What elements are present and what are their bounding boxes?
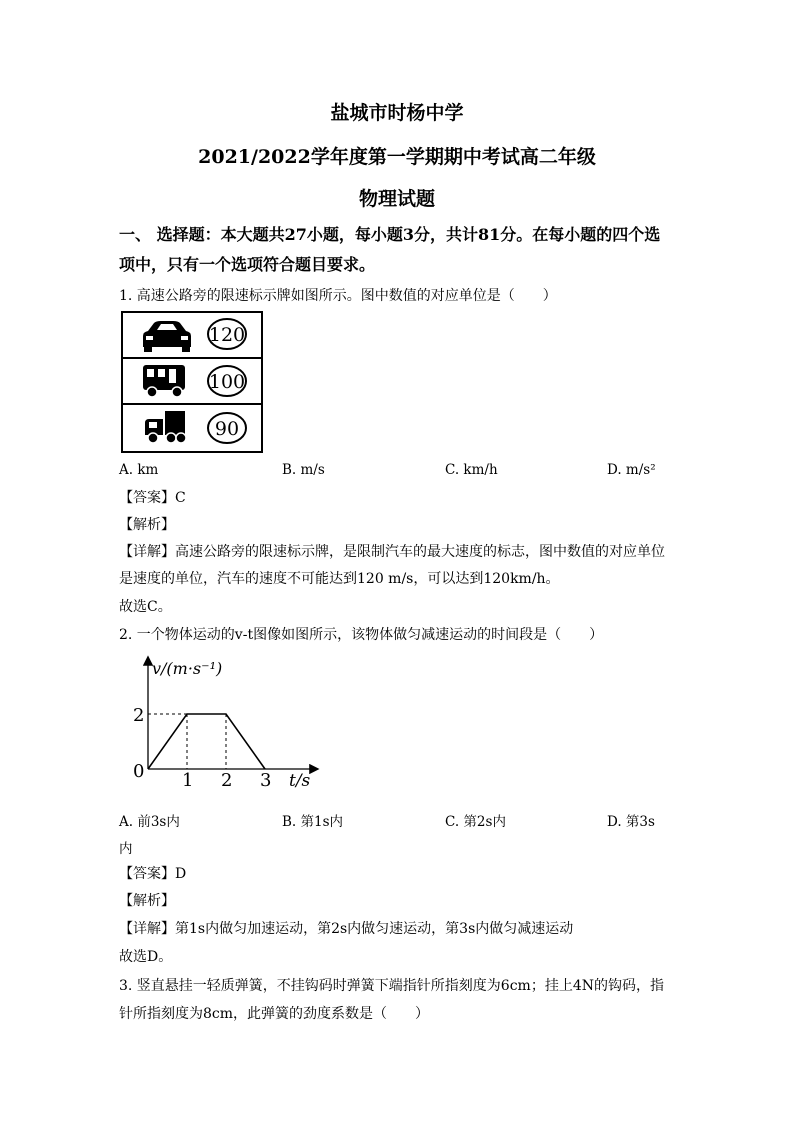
limit-100 bbox=[208, 366, 246, 396]
q3-stem-line1: 3. 竖直悬挂一轻质弹簧，不挂钩码时弹簧下端指针所指刻度为6cm；挂上4N的钩码，指 bbox=[119, 978, 664, 994]
q1-answer: 【答案】C bbox=[119, 490, 186, 506]
x-tick-label: 1 bbox=[182, 770, 194, 791]
q2-option-c: C. 第2s内 bbox=[445, 814, 506, 830]
svg-text:90: 90 bbox=[214, 418, 240, 440]
school-name: 盐城市时杨中学 bbox=[330, 102, 464, 124]
q2-conclusion: 故选D。 bbox=[119, 949, 173, 965]
x-tick-label: 2 bbox=[221, 770, 233, 791]
q1-detail-line1: 【详解】高速公路旁的限速标示牌，是限制汽车的最大速度的标志，图中数值的对应单位 bbox=[119, 544, 665, 560]
series-line bbox=[148, 714, 265, 769]
q2-option-b: B. 第1s内 bbox=[282, 814, 344, 830]
svg-text:100: 100 bbox=[208, 371, 246, 393]
q2-stem: 2. 一个物体运动的v-t图像如图所示，该物体做匀减速运动的时间段是（ ） bbox=[119, 627, 604, 643]
x-tick-label: 3 bbox=[260, 770, 272, 791]
q1-analysis-label: 【解析】 bbox=[119, 517, 175, 533]
q1-detail-line2: 是速度的单位，汽车的速度不可能达到120 m/s，可以达到120km/h。 bbox=[119, 571, 560, 587]
q1-conclusion: 故选C。 bbox=[119, 599, 172, 615]
q1-option-b: B. m/s bbox=[282, 462, 325, 478]
limit-120 bbox=[208, 319, 246, 349]
speed-limit-sign bbox=[121, 311, 263, 453]
subject-title: 物理试题 bbox=[358, 188, 435, 210]
x-axis-label: t/s bbox=[289, 771, 311, 791]
q2-option-d: D. 第3s bbox=[607, 814, 655, 830]
limit-90 bbox=[208, 413, 246, 443]
q2-option-a: A. 前3s内 bbox=[119, 814, 180, 830]
section-heading-line1: 一、 选择题：本大题共27小题，每小题3分，共计81分。在每小题的四个选 bbox=[119, 225, 661, 244]
vt-graph bbox=[125, 652, 325, 798]
svg-text:120: 120 bbox=[208, 324, 246, 346]
y-tick-label: 2 bbox=[133, 705, 145, 726]
exam-title: 2021/2022学年度第一学期期中考试高二年级 bbox=[198, 146, 596, 168]
q1-option-d: D. m/s² bbox=[607, 462, 656, 478]
q2-answer: 【答案】D bbox=[119, 866, 187, 882]
q2-analysis-label: 【解析】 bbox=[119, 893, 175, 909]
q2-detail: 【详解】第1s内做匀加速运动，第2s内做匀速运动，第3s内做匀减速运动 bbox=[119, 921, 574, 937]
q1-option-c: C. km/h bbox=[445, 462, 498, 478]
q2-option-d-wrap: 内 bbox=[119, 841, 133, 857]
origin-label: 0 bbox=[133, 761, 145, 782]
q1-stem: 1. 高速公路旁的限速标示牌如图所示。图中数值的对应单位是（ ） bbox=[119, 288, 557, 304]
y-axis-label: v/(m·s⁻¹) bbox=[152, 659, 223, 678]
q3-stem-line2: 针所指刻度为8cm，此弹簧的劲度系数是（ ） bbox=[119, 1006, 430, 1022]
section-heading-line2: 项中，只有一个选项符合题目要求。 bbox=[119, 255, 376, 274]
q1-option-a: A. km bbox=[119, 462, 159, 478]
